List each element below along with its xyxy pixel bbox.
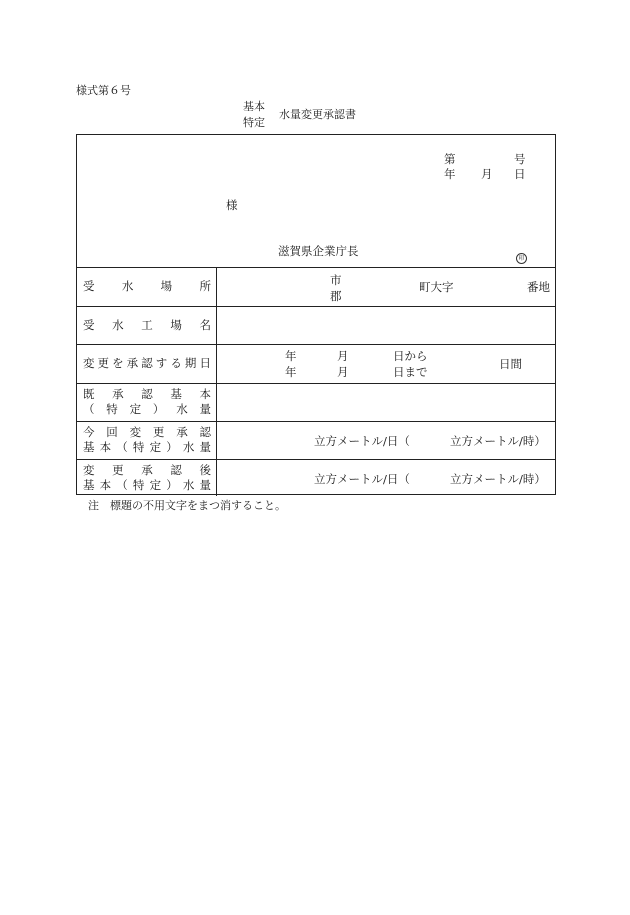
location-lot: 番地 [527,280,550,294]
row-label-change-volume-1: 今回変更承認 [83,425,211,439]
issuer: 滋賀県企業庁長 [278,244,359,258]
location-city: 市 [330,273,342,287]
divider [77,459,555,460]
period-to-year: 年 [285,365,297,379]
change-volume-per-hour: 立方メートル/時） [450,434,546,448]
seal-icon: 印 [516,253,527,264]
row-label-prev-volume-2: （特定）水量 [83,402,211,416]
location-county: 郡 [330,289,342,303]
divider [77,344,555,345]
row-label-factory: 受水工場名 [83,318,211,332]
form-table [76,134,556,495]
period-to-day: 日まで [393,365,428,379]
divider [77,306,555,307]
row-label-after-volume-1: 変更承認後 [83,463,211,477]
title-kind-lower: 特定 [243,116,265,129]
divider [77,421,555,422]
date-day: 日 [514,167,526,181]
row-label-prev-volume-1: 既承認基本 [83,387,211,401]
seal-mark [516,245,527,264]
location-town: 町大字 [419,280,454,294]
period-from-day: 日から [393,349,428,363]
after-volume-per-day: 立方メートル/日（ [314,472,410,486]
row-label-change-volume-2: 基本（特定）水量 [83,440,211,454]
page-title: 水量変更承認書 [279,108,356,121]
change-volume-per-day: 立方メートル/日（ [314,434,410,448]
column-divider [216,267,217,496]
row-label-after-volume-2: 基本（特定）水量 [83,478,211,492]
period-to-month: 月 [337,365,349,379]
addressee-suffix: 様 [226,198,238,212]
title-kind-upper: 基本 [243,100,265,113]
number-prefix: 第 [444,152,456,166]
divider [77,383,555,384]
row-label-location: 受水場所 [83,279,211,293]
date-month: 月 [481,167,493,181]
divider [77,267,555,268]
date-year: 年 [444,167,456,181]
period-from-month: 月 [337,349,349,363]
period-days: 日間 [499,357,522,371]
footnote: 注 標題の不用文字をまつ消すること。 [88,499,286,512]
row-label-period: 変更を承認する期日 [83,356,211,370]
after-volume-per-hour: 立方メートル/時） [450,472,546,486]
form-number: 様式第６号 [76,84,131,97]
period-from-year: 年 [285,349,297,363]
number-suffix: 号 [514,152,526,166]
